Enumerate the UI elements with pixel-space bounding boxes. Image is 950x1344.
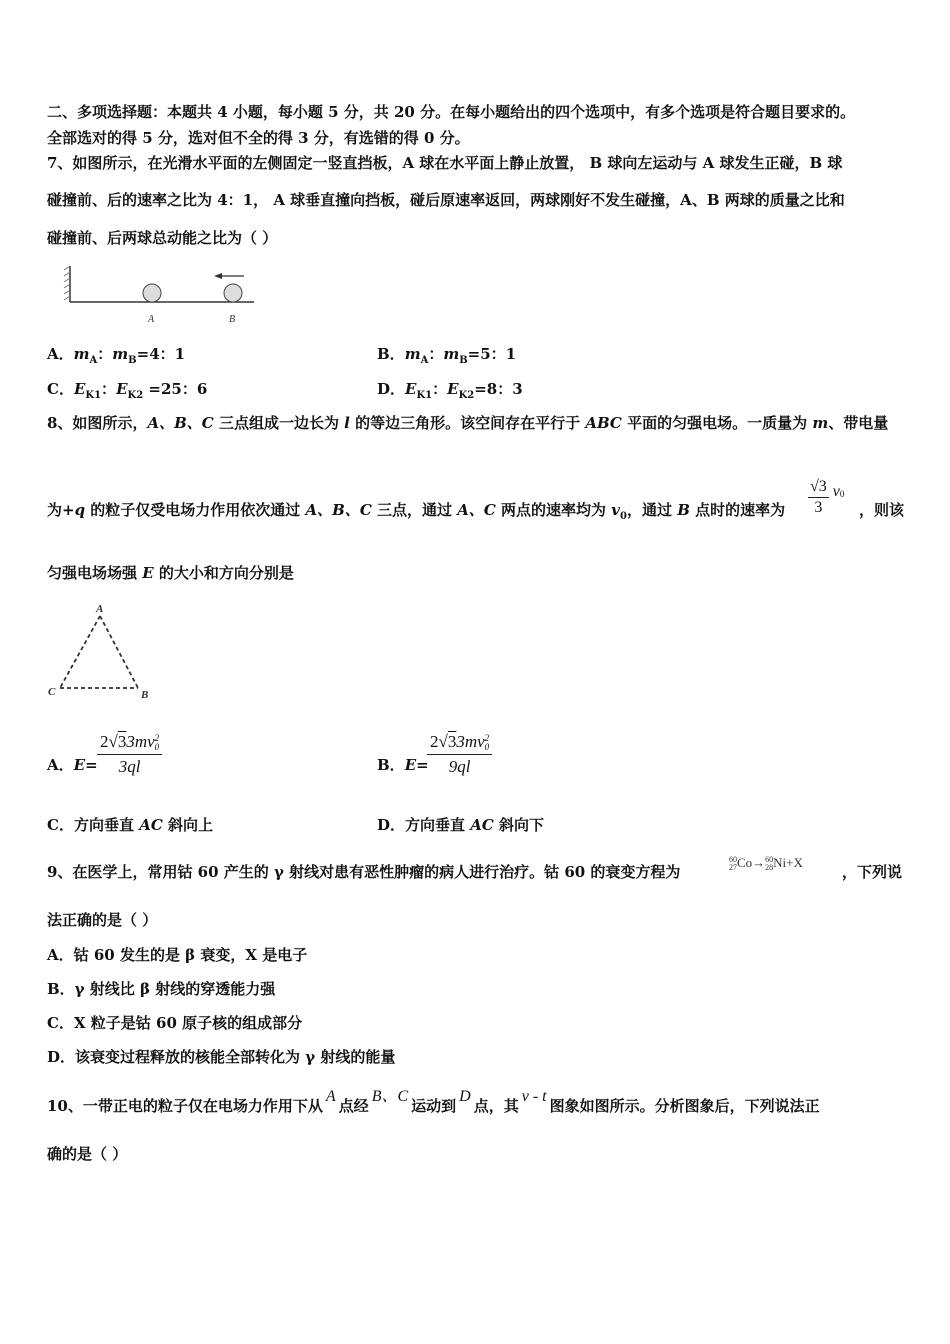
q7-option-a[interactable]: A．$m_A$：$m_B=4$：1 xyxy=(47,345,186,366)
q8-option-b-formula: 2√33mv 2 0 9ql xyxy=(427,732,492,777)
q8-vertex-c: C xyxy=(48,686,56,698)
q10-line1: 10、一带正电的粒子仅在电场力作用下从A点经B、C运动到D点，其v - t图象如图所示。分析图象后，下列说法正 xyxy=(47,1088,820,1115)
q7-ball-b xyxy=(224,284,242,302)
q7-figure xyxy=(62,264,262,326)
q7-option-b[interactable]: B．$m_A$：$m_B=5$：1 xyxy=(377,345,517,366)
q8-option-a-label[interactable]: A．E= xyxy=(47,756,98,774)
q8-option-c[interactable]: C．方向垂直 AC 斜向上 xyxy=(47,816,213,834)
q9-option-a[interactable]: A．钴 60 发生的是 β 衰变，X 是电子 xyxy=(47,946,308,964)
q8-vertex-b: B xyxy=(141,689,149,701)
q8-line3: 匀强电场场强 E 的大小和方向分别是 xyxy=(47,564,294,582)
q8-speed-fraction: $\frac{√3}{3}$ $v_0$ xyxy=(810,478,845,516)
q10-line2: 确的是（ ） xyxy=(47,1145,128,1163)
q7-line2: 碰撞前、后的速率之比为 4：1， A 球垂直撞向挡板，碰后原速率返回，两球刚好不发生碰撞，A、B 两球的质量之比和 xyxy=(47,191,845,209)
q9-line1: 9、在医学上，常用钴 60 产生的 γ 射线对患有恶性肿瘤的病人进行治疗。钴 60 的衰变方程为 xyxy=(47,863,681,881)
section-heading-line2: 全部选对的得 5 分，选对但不全的得 3 分，有选错的得 0 分。 xyxy=(47,129,470,147)
q8-triangle-figure xyxy=(44,600,164,702)
q9-option-c[interactable]: C．X 粒子是钴 60 原子核的组成部分 xyxy=(47,1014,303,1032)
q8-side-ac xyxy=(60,616,100,688)
q9-decay-equation: 60 27 Co→ 60 28 Ni+X xyxy=(729,855,803,873)
q7-fig-label-a: A xyxy=(148,314,155,325)
q8-option-b-label[interactable]: B．E= xyxy=(377,756,429,774)
q7-ball-a xyxy=(143,284,161,302)
q9-option-b[interactable]: B．γ 射线比 β 射线的穿透能力强 xyxy=(47,980,276,998)
q7-line1: 7、如图所示，在光滑水平面的左侧固定一竖直挡板，A 球在水平面上静止放置， B 球向左运动与 A 球发生正碰，B 球 xyxy=(47,154,843,172)
q8-option-a-formula: 2√33mv 2 0 3ql xyxy=(97,732,162,777)
q9-line1-end: ，下列说 xyxy=(842,863,903,881)
q7-line3: 碰撞前、后两球总动能之比为（ ） xyxy=(47,229,278,247)
section-heading-line1: 二、多项选择题：本题共 4 小题，每小题 5 分，共 20 分。在每小题给出的四个选项中，有多个选项是符合题目要求的。 xyxy=(47,103,856,121)
q7-fig-label-b: B xyxy=(229,314,236,325)
q8-option-d[interactable]: D．方向垂直 AC 斜向下 xyxy=(377,816,545,834)
q8-line2-end: ，则该 xyxy=(859,501,905,519)
q7-option-c[interactable]: C．$E_{K1}$：$E_{K2} =25$：6 xyxy=(47,380,208,401)
q8-vertex-a: A xyxy=(96,603,104,615)
q9-line2: 法正确的是（ ） xyxy=(47,911,158,929)
q8-side-ab xyxy=(100,616,138,688)
q8-line2: 为+q 的粒子仅受电场力作用依次通过 A、B、C 三点，通过 A、C 两点的速率均为 $v_0$，通过 B 点时的速率为 xyxy=(47,501,786,522)
q7-option-d[interactable]: D．$E_{K1}$：$E_{K2}=8$：3 xyxy=(377,380,523,401)
q8-line1: 8、如图所示，A、B、C 三点组成一边长为 l 的等边三角形。该空间存在平行于 ABC 平面的匀强电场。一质量为 m、带电量 xyxy=(47,414,889,432)
q9-option-d[interactable]: D．该衰变过程释放的核能全部转化为 γ 射线的能量 xyxy=(47,1048,396,1066)
